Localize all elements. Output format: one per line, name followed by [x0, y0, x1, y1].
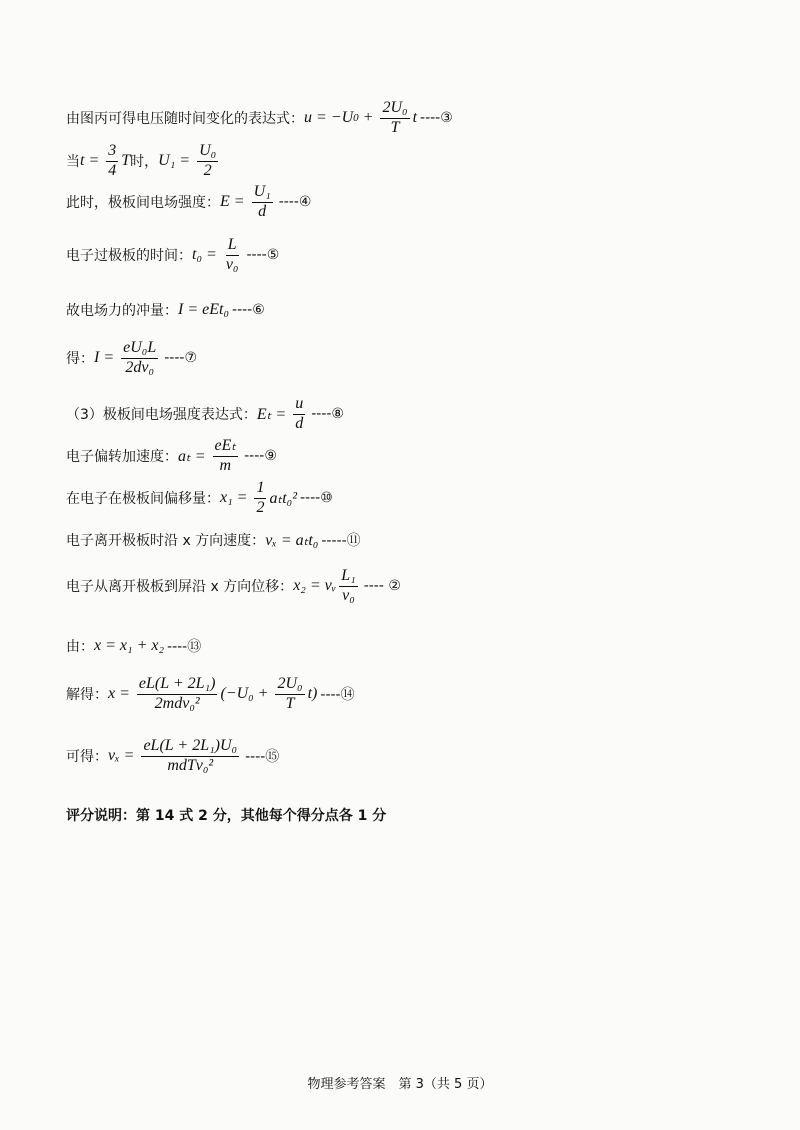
formula-line-6: [66, 340, 197, 377]
formula-line-2: [66, 143, 221, 180]
math-expression: x = x₁ + x₂: [94, 637, 165, 654]
denominator: T: [390, 118, 400, 136]
math-part: Eₜ =: [256, 406, 291, 424]
math-part: vₓ =: [108, 747, 139, 765]
equation-number: ----⑨: [244, 448, 277, 465]
numerator: eL(L + 2L₁): [137, 676, 218, 695]
math-part: E =: [220, 193, 249, 211]
line-text: 当: [66, 154, 80, 171]
line-text: 时，: [130, 154, 159, 171]
math-expression: [192, 237, 243, 274]
formula-line-3: [66, 184, 311, 221]
line-text: 在电子在极板间偏移量：: [66, 491, 220, 508]
denominator: v₀: [225, 255, 239, 273]
denominator: m: [219, 456, 232, 474]
equation-number: ----③: [420, 110, 453, 127]
line-text: 可得：: [66, 749, 108, 766]
formula-line-12: [66, 636, 201, 656]
equation-number: ----⑮: [245, 749, 280, 766]
formula-line-8: [66, 438, 277, 475]
equation-number: ----⑧: [311, 406, 344, 423]
line-text: 由：: [66, 639, 94, 655]
math-expression: [108, 676, 317, 713]
formula-line-10: [66, 530, 361, 550]
numerator: U₀: [197, 143, 218, 162]
math-part: x₂ = vᵥ: [293, 577, 337, 595]
equation-number: ---- ②: [363, 578, 401, 595]
denominator: 2dv₀: [125, 358, 155, 376]
math-sub: 0: [353, 112, 359, 125]
math-part: aₜ =: [178, 448, 210, 466]
math-expression: [220, 184, 276, 221]
equation-number: ----⑭: [320, 687, 355, 704]
fraction: [224, 237, 241, 274]
line-text: 电子偏转加速度：: [66, 449, 178, 466]
equation-number: ----⑬: [167, 639, 202, 655]
formula-line-9: [66, 480, 333, 517]
denominator: 4: [108, 161, 117, 179]
line-text: （3）极板间电场强度表达式：: [66, 407, 257, 424]
equation-number: -----⑪: [321, 533, 361, 549]
denominator: 2: [203, 161, 212, 179]
numerator: 1: [254, 480, 266, 499]
math-expression: I = eEt₀: [178, 301, 230, 318]
fraction: [293, 396, 305, 433]
fraction: [380, 100, 409, 137]
formula-line-11: [66, 568, 401, 605]
fraction: [254, 480, 266, 517]
fraction: [339, 568, 357, 605]
math-part: x =: [108, 685, 134, 703]
denominator: v₀: [342, 586, 355, 604]
line-text: 电子过极板的时间：: [66, 248, 192, 265]
numerator: eU₀L: [121, 340, 158, 359]
equation-number: ----④: [278, 194, 312, 211]
formula-line-4: [66, 237, 279, 274]
line-text: 由图丙可得电压随时间变化的表达式：: [66, 111, 304, 128]
denominator: T: [285, 694, 295, 712]
math-part: U₁ =: [158, 152, 195, 170]
math-expression: [257, 396, 308, 433]
equation-number: ----⑤: [246, 247, 280, 264]
denominator: d: [258, 202, 267, 220]
math-expression: vₓ = aₜt₀: [265, 532, 319, 549]
fraction: [106, 143, 118, 180]
denominator: 2mdv₀²: [154, 694, 200, 712]
fraction: [137, 676, 218, 713]
scoring-note-text: 评分说明：第 14 式 2 分，其他每个得分点各 1 分: [66, 808, 387, 824]
fraction: [121, 340, 158, 377]
math-part: t): [307, 685, 318, 703]
math-part: t: [412, 109, 418, 127]
formula-line-14: [66, 738, 279, 775]
fraction: [213, 438, 239, 475]
numerator: 3: [106, 143, 118, 162]
line-text: 得：: [66, 351, 94, 368]
line-text: 故电场力的冲量：: [66, 303, 178, 319]
math-expression: [304, 100, 417, 137]
math-part: aₜt₀²: [269, 490, 297, 508]
numerator: eEₜ: [213, 438, 239, 457]
numerator: 2U₀: [380, 100, 409, 119]
math-part: +: [358, 109, 378, 127]
denominator: d: [295, 414, 304, 432]
numerator: eL(L + 2L₁)U₀: [141, 738, 239, 757]
equation-number: ----⑦: [164, 350, 198, 367]
equation-number: ----⑩: [300, 490, 333, 507]
fraction: [197, 143, 218, 180]
math-expression: [220, 480, 297, 517]
math-expression: [158, 143, 221, 180]
numerator: L: [226, 237, 239, 256]
denominator: mdTv₀²: [167, 756, 214, 774]
math-part: t =: [80, 152, 104, 170]
denominator: 2: [256, 498, 265, 516]
math-part: I =: [94, 349, 119, 367]
numerator: U₁: [252, 184, 273, 203]
math-expression: [94, 340, 161, 377]
equation-number: ----⑥: [232, 302, 265, 318]
scoring-note: [66, 805, 386, 825]
math-expression: [178, 438, 241, 475]
numerator: 2U₀: [275, 676, 304, 695]
math-expression: [108, 738, 242, 775]
math-part: (−U₀ +: [220, 685, 273, 703]
math-part: x₁ =: [220, 489, 252, 507]
page-footer: 物理参考答案 第 3（共 5 页）: [307, 1077, 493, 1092]
line-text: 电子离开极板时沿 x 方向速度：: [66, 533, 266, 549]
formula-line-7: [66, 396, 344, 433]
line-text: 此时，极板间电场强度：: [66, 195, 220, 212]
fraction: [141, 738, 239, 775]
math-part: T: [121, 152, 131, 170]
numerator: L₁: [339, 568, 357, 587]
fraction: [275, 676, 304, 713]
math-expression: [293, 568, 361, 605]
line-text: 解得：: [66, 687, 108, 704]
math-expression: [80, 143, 130, 180]
line-text: 电子从离开极板到屏沿 x 方向位移：: [66, 579, 294, 596]
math-part: u = −U: [304, 109, 354, 127]
formula-line-13: [66, 676, 355, 713]
fraction: [252, 184, 273, 221]
numerator: u: [293, 396, 305, 415]
formula-line-5: [66, 300, 265, 320]
math-part: t₀ =: [192, 246, 221, 264]
formula-line-1: [66, 100, 453, 137]
